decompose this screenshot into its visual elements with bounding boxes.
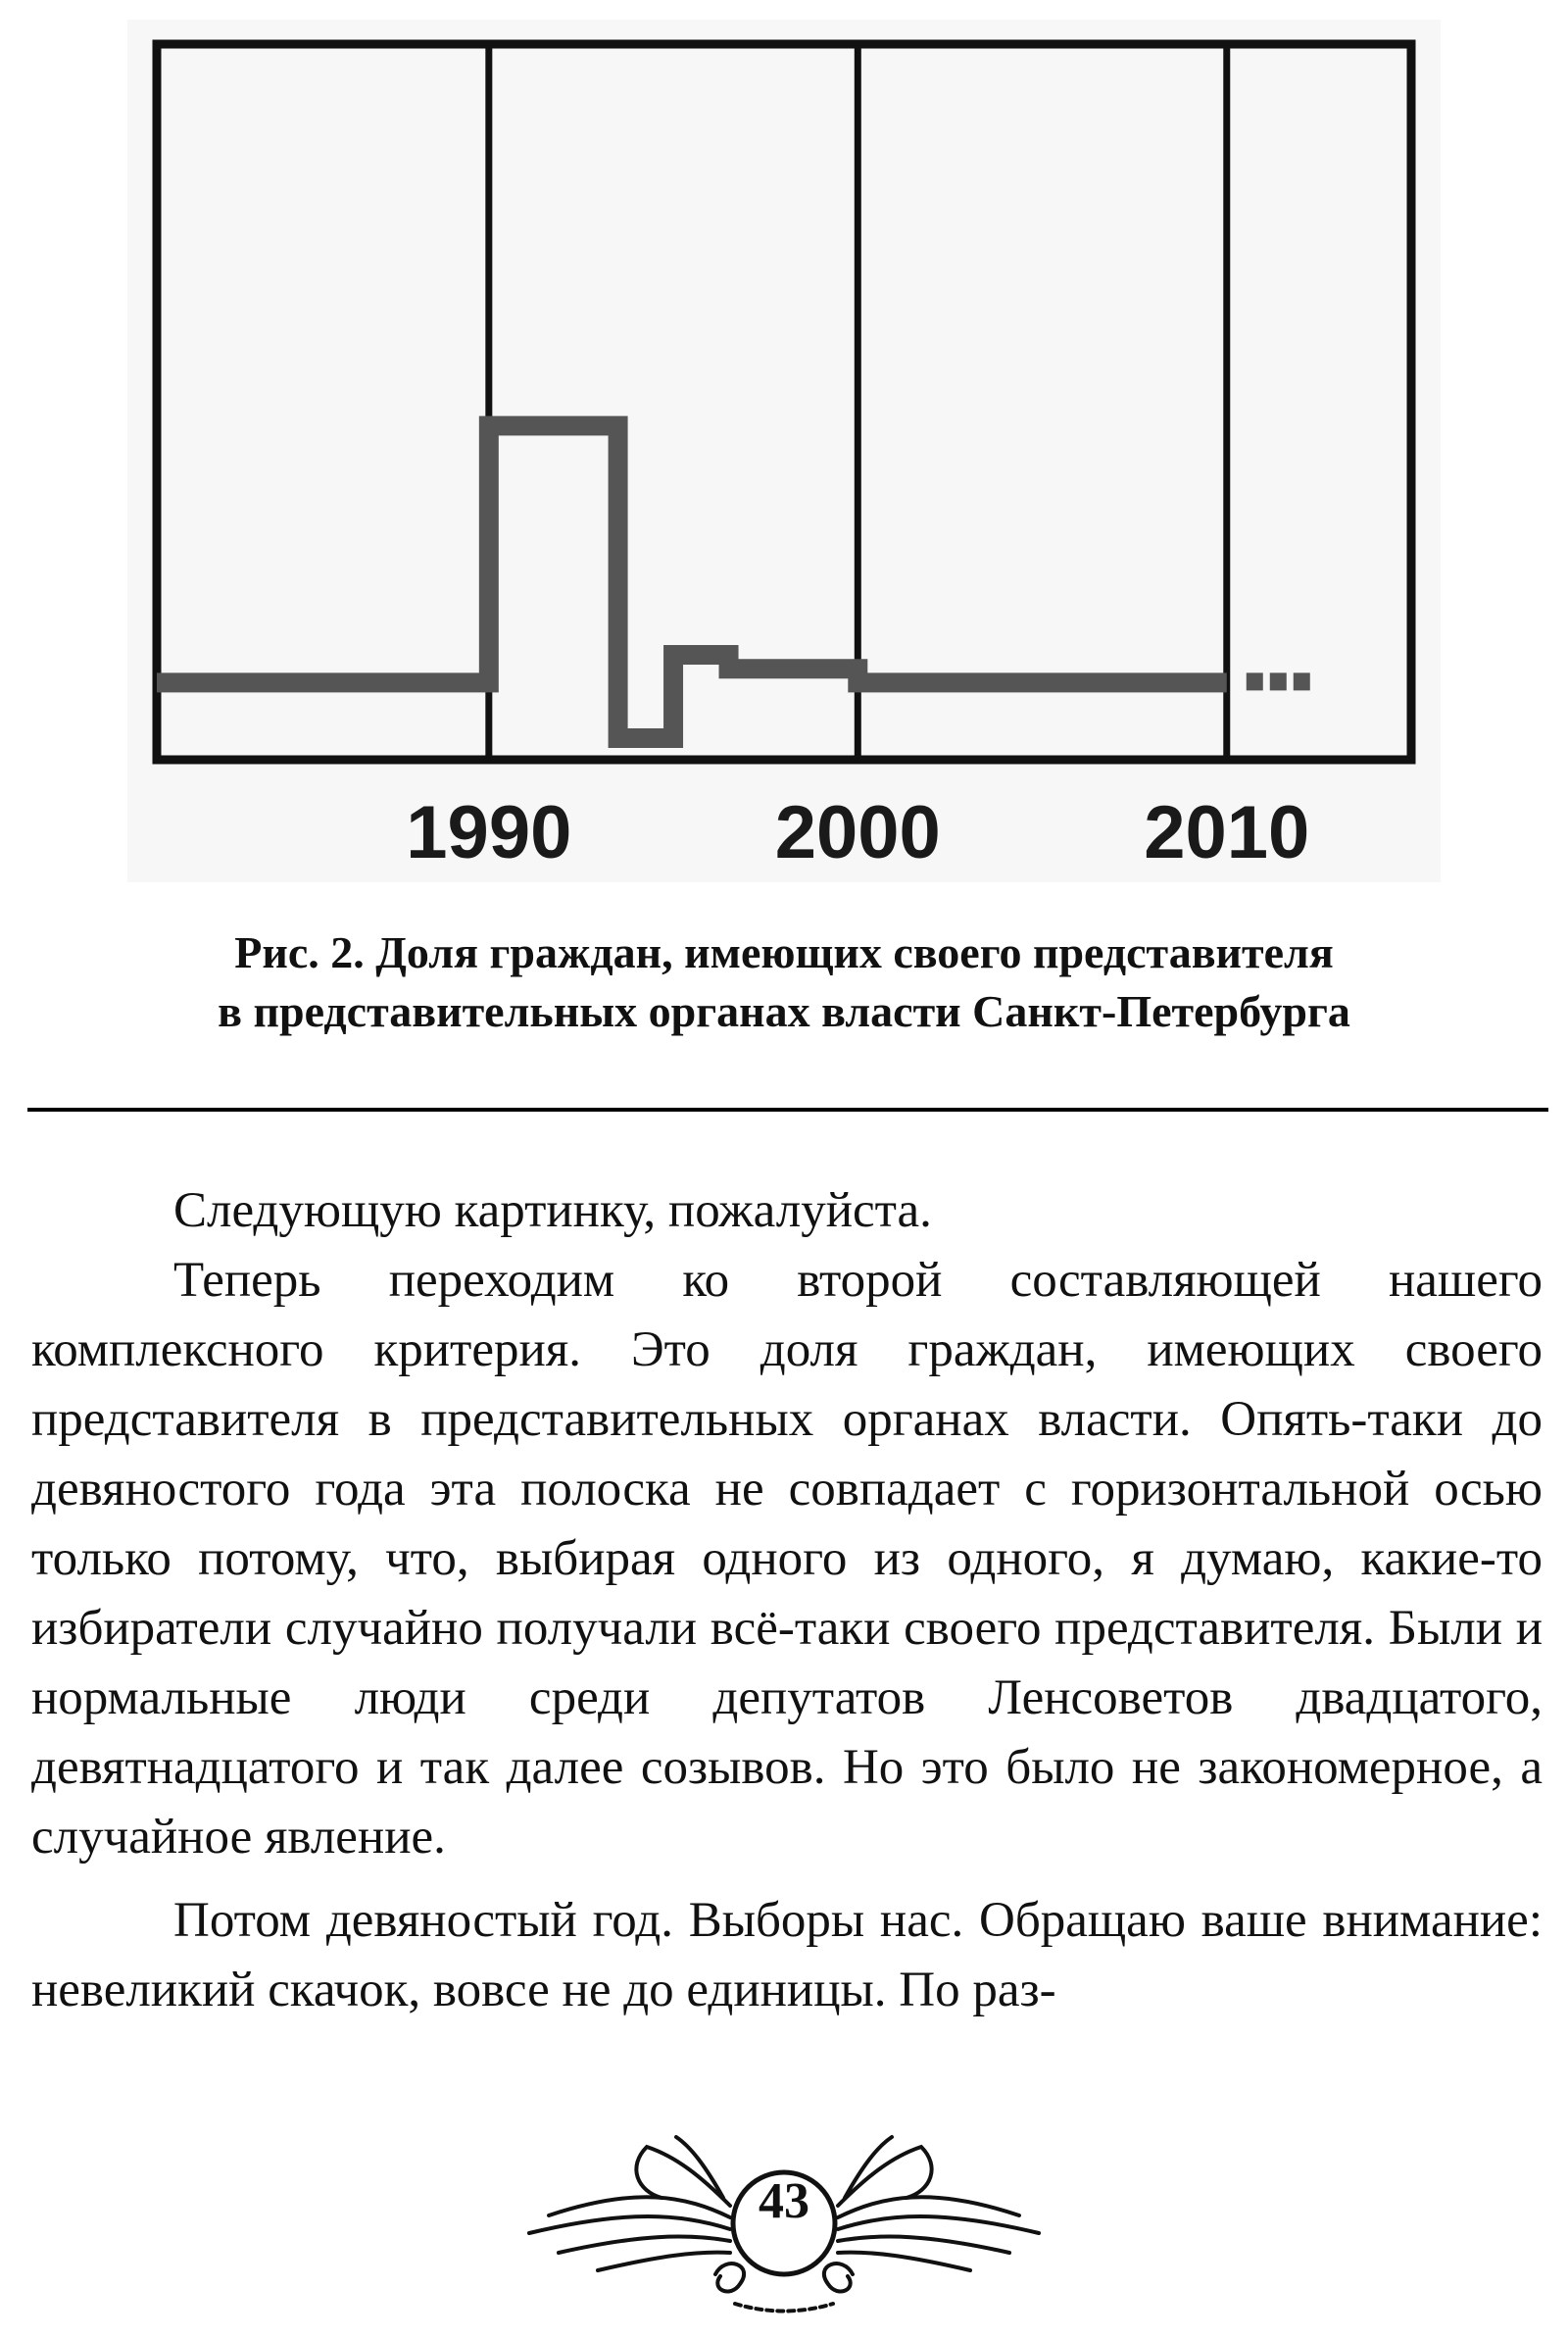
x-tick-label-1990: 1990 <box>406 791 572 874</box>
chart-panel-background <box>127 20 1441 882</box>
continuation-dash-3 <box>1294 672 1310 690</box>
figure-caption-line-1: Рис. 2. Доля граждан, имеющих своего представителя <box>234 927 1334 977</box>
figure-caption-line-2: в представительных органах власти Санкт-Петербурга <box>218 986 1350 1036</box>
page-footer <box>490 2108 1078 2323</box>
x-tick-label-2010: 2010 <box>1144 791 1310 874</box>
continuation-dash-2 <box>1270 672 1287 690</box>
horizontal-rule <box>27 1108 1548 1112</box>
page-number: 43 <box>759 2173 809 2229</box>
paragraph-2: Теперь переходим ко второй составляющей нашего комплексного критерия. Это доля граждан, имеющих своего представителя в представительных органах власти. Опять-таки до девяностого года эта полоска не совпадает с горизонтальной осью только потому, что, выбирая одного из одного, я думаю, какие-то избиратели случайно получали всё-таки своего представителя. Были и нормальные люди среди депутатов Ленсоветов двадцатого, девятнадцатого и так далее созывов. Но это было не закономерное, а случайное явление. <box>31 1253 1543 1865</box>
paragraph-3: Потом девяностый год. Выборы нас. Обращаю ваше внимание: невеликий скачок, вовсе не до единицы. По раз- <box>31 1893 1543 2017</box>
x-tick-label-2000: 2000 <box>774 791 941 874</box>
paragraph-1: Следующую картинку, пожалуйста. <box>173 1183 932 1238</box>
figure-caption <box>59 923 1509 1041</box>
continuation-dash-1 <box>1247 672 1263 690</box>
step-chart <box>0 0 1568 902</box>
body-text <box>31 1176 1543 2039</box>
